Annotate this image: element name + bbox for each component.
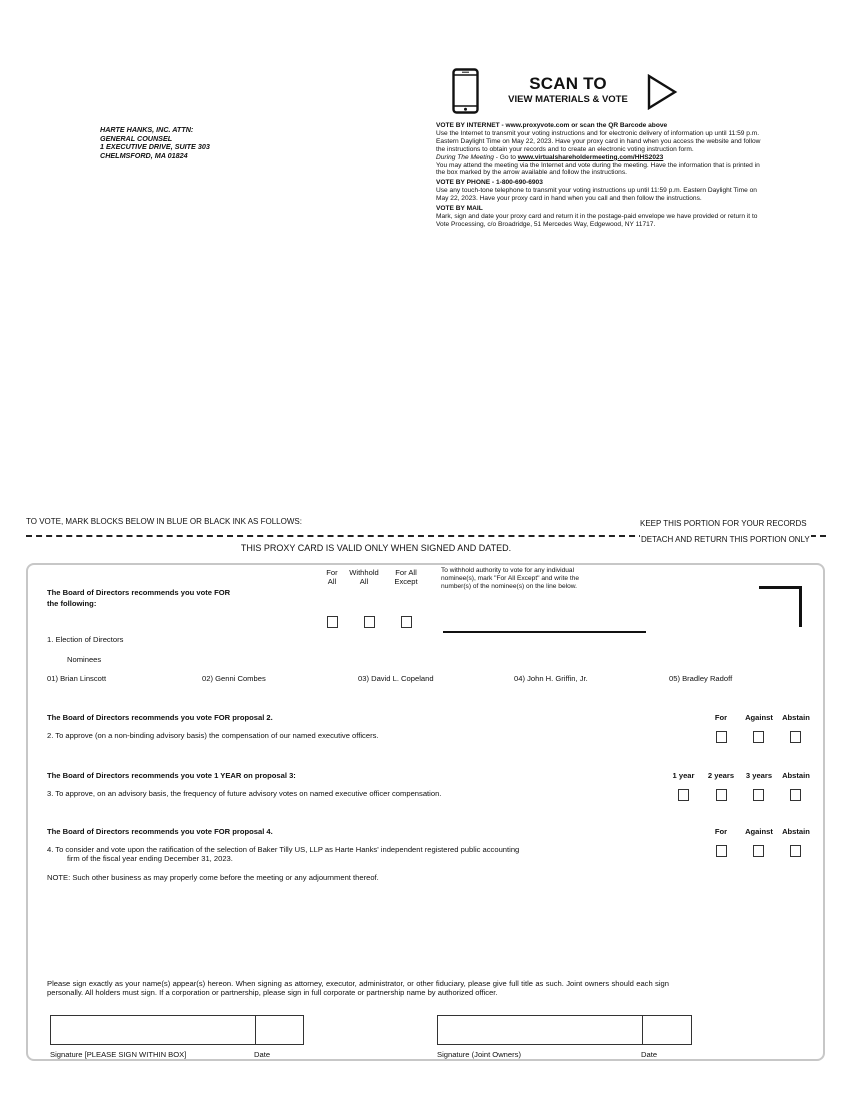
nominee-05: 05) Bradley Radoff [669,674,733,683]
p3-text: 3. To approve, on an advisory basis, the frequency of future advisory votes on named executive officer compensation. [47,789,442,798]
p3-col-1year: 1 year [672,771,695,780]
col-withhold-2: All [359,577,369,586]
phone-text: Use any touch-tone telephone to transmit your voting instructions up until 11:59 p.m. Eastern Daylight Time on May 22, 2023. Have your proxy card in hand when you call and then follow the instructions. [436,187,757,203]
signature-label-2: Signature (Joint Owners) [437,1050,521,1059]
nominees-label: Nominees [67,655,102,664]
withhold-note: To withhold authority to vote for any individual nominee(s), mark "For All Except" and write the number(s) of the nominee(s) on the line below. [441,567,580,590]
withhold-write-in-line[interactable] [443,631,646,633]
valid-notice: THIS PROXY CARD IS VALID ONLY WHEN SIGNED AND DATED. [240,543,512,553]
date-label-1: Date [254,1050,271,1059]
p4-text-1: 4. To consider and vote upon the ratification of the selection of Baker Tilly US, LLP as Harte Hanks' independent registered public accounting [47,845,520,854]
keep-portion-label: KEEP THIS PORTION FOR YOUR RECORDS [640,519,807,528]
meeting-goto: - Go to [493,153,518,161]
col-for-all-2: All [327,577,337,586]
meeting-text: You may attend the meeting via the Internet and vote during the meeting. Have the information that is printed in the box marked by the arrow available and follow the instructions. [436,161,760,177]
p1-withhold-all-checkbox[interactable] [364,616,375,628]
internet-heading: VOTE BY INTERNET - www.proxyvote.com or scan the QR Barcode above [436,122,668,129]
p4-text-2: firm of the fiscal year ending December 31, 2023. [67,854,233,863]
address-line-3: 1 EXECUTIVE DRIVE, SUITE 303 [100,142,210,152]
p2-col-against: Against [745,713,773,722]
signature-box-1[interactable] [50,1015,304,1045]
col-forall-except-2: Except [394,577,418,586]
p4-col-for: For [714,827,728,836]
scan-heading: SCAN TO [529,74,607,93]
p3-col-abstain: Abstain [782,771,810,780]
p4-for-checkbox[interactable] [716,845,727,857]
p2-col-for: For [714,713,728,722]
p3-abstain-checkbox[interactable] [790,789,801,801]
address-line-2: GENERAL COUNSEL [100,133,173,143]
col-withhold-all [344,568,384,586]
vote-ink-instruction: TO VOTE, MARK BLOCKS BELOW IN BLUE OR BLACK INK AS FOLLOWS: [26,517,302,526]
signature-date-divider-1 [255,1016,256,1044]
meeting-url-link[interactable]: www.virtualshareholdermeeting.com/HHS2023 [517,153,664,161]
address-line-4: CHELMSFORD, MA 01824 [100,150,188,160]
nominee-03: 03) David L. Copeland [358,674,434,683]
nominee-04: 04) John H. Griffin, Jr. [514,674,588,683]
date-label-2: Date [641,1050,658,1059]
p3-1year-checkbox[interactable] [678,789,689,801]
signature-label-1: Signature [PLEASE SIGN WITHIN BOX] [50,1050,187,1059]
scan-subheading: VIEW MATERIALS & VOTE [508,94,628,105]
mail-heading: VOTE BY MAIL [436,205,483,213]
p2-for-checkbox[interactable] [716,731,727,743]
p1-item: 1. Election of Directors [47,635,124,644]
p1-recommend-1: The Board of Directors recommends you vote FOR [47,588,231,597]
meeting-label: During The Meeting [436,153,494,161]
p1-for-all-except-checkbox[interactable] [401,616,412,628]
play-arrow-icon [646,74,678,110]
signature-box-2[interactable] [437,1015,692,1045]
nominee-01: 01) Brian Linscott [47,674,107,683]
scan-title [508,74,628,105]
col-for-all [320,568,344,586]
address-line-1: HARTE HANKS, INC. ATTN: [100,125,194,134]
col-for-all-1: For [326,568,338,577]
control-box-corner [759,586,802,627]
p3-2years-checkbox[interactable] [716,789,727,801]
p2-abstain-checkbox[interactable] [790,731,801,743]
p2-against-checkbox[interactable] [753,731,764,743]
p1-recommend-2: the following: [47,599,97,608]
p4-abstain-checkbox[interactable] [790,845,801,857]
detach-portion-label: DETACH AND RETURN THIS PORTION ONLY [641,535,810,544]
smartphone-icon [452,68,479,114]
p4-recommend: The Board of Directors recommends you vote FOR proposal 4. [47,827,273,836]
signature-date-divider-2 [642,1016,643,1044]
p3-recommend: The Board of Directors recommends you vote 1 YEAR on proposal 3: [47,771,296,780]
p2-recommend: The Board of Directors recommends you vote FOR proposal 2. [47,713,273,722]
mailing-address [100,126,210,160]
p2-col-abstain: Abstain [782,713,810,722]
col-for-all-except [386,568,426,586]
signature-instructions: Please sign exactly as your name(s) appear(s) hereon. When signing as attorney, executor, administrator, or other fiduciary, please give full title as such. Joint owners should each sign personally. All holders must sign. If a corporation or partnership, please sign in full corporate or partnership name by authorized officer. [47,979,669,997]
p4-col-against: Against [745,827,773,836]
meeting-line [436,154,770,162]
p2-text: 2. To approve (on a non-binding advisory basis) the compensation of our named executive officers. [47,731,379,740]
col-withhold-1: Withhold [349,568,379,577]
p3-col-3years: 3 years [745,771,773,780]
p3-col-2years: 2 years [707,771,735,780]
p4-against-checkbox[interactable] [753,845,764,857]
nominee-02: 02) Genni Combes [202,674,266,683]
p1-for-all-checkbox[interactable] [327,616,338,628]
other-business-note: NOTE: Such other business as may properly come before the meeting or any adjournment thereof. [47,873,379,882]
voting-instructions [436,122,770,229]
p3-3years-checkbox[interactable] [753,789,764,801]
phone-heading: VOTE BY PHONE - 1-800-690-6903 [436,179,543,187]
p4-col-abstain: Abstain [782,827,810,836]
col-forall-except-1: For All [395,568,417,577]
mail-text: Mark, sign and date your proxy card and return it in the postage-paid envelope we have provided or return it to Vote Processing, c/o Broadridge, 51 Mercedes Way, Edgewood, NY 11717. [436,212,758,228]
internet-text: Use the Internet to transmit your voting instructions and for electronic delivery of information up until 11:59 p.m. Eastern Daylight Time on May 22, 2023. Have your proxy card in hand when you access the website and follow the instructions to obtain your records and to create an electronic voting instruction form. [436,129,761,153]
